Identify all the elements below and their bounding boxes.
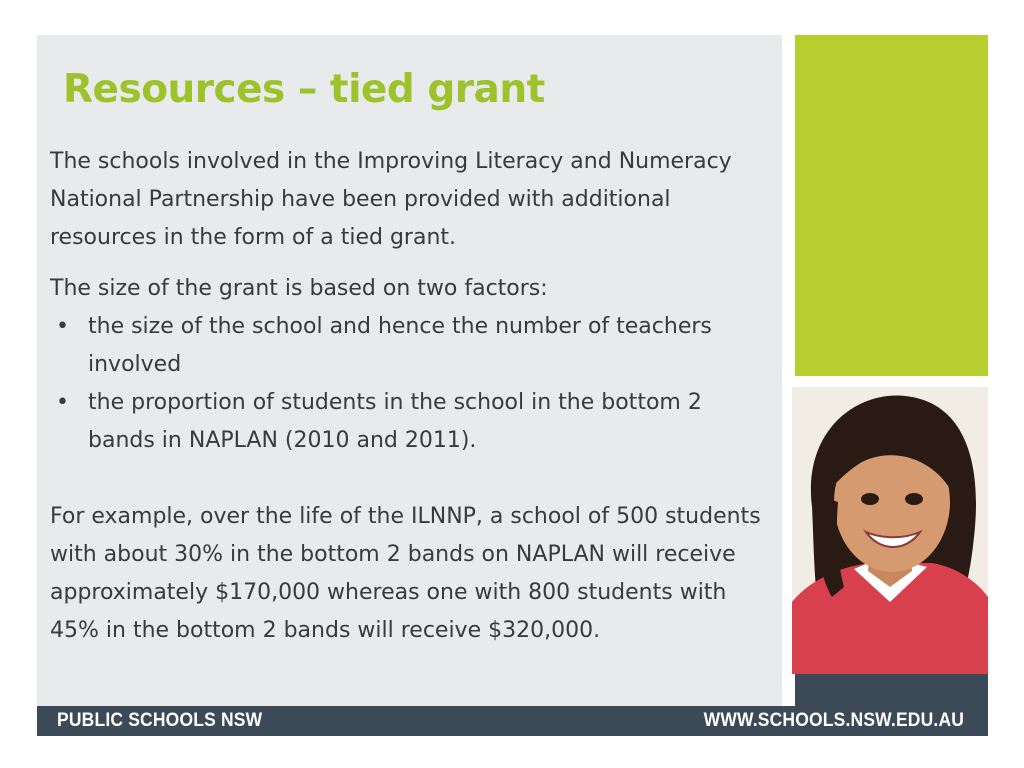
factors-list <box>50 308 772 460</box>
list-item <box>50 308 772 384</box>
bullet-icon: • <box>56 390 69 415</box>
slide-title: Resources – tied grant <box>63 67 545 112</box>
photo-bottom-bar <box>795 674 988 706</box>
list-item-text: the proportion of students in the school in the bottom 2 bands in NAPLAN (2010 and 2011). <box>88 390 702 453</box>
list-item <box>50 384 772 460</box>
footer-website-link[interactable]: WWW.SCHOOLS.NSW.EDU.AU <box>703 710 964 731</box>
accent-green-block <box>795 35 988 376</box>
footer-brand: PUBLIC SCHOOLS NSW <box>57 710 263 731</box>
list-item-text: the size of the school and hence the number of teachers involved <box>88 314 712 377</box>
intro-paragraph: The schools involved in the Improving Literacy and Numeracy National Partnership have been provided with additional resources in the form of a tied grant. <box>50 149 732 250</box>
slide-body <box>50 143 772 650</box>
footer-bar <box>37 706 988 736</box>
bullet-icon: • <box>56 314 69 339</box>
example-paragraph: For example, over the life of the ILNNP, a school of 500 students with about 30% in the bottom 2 bands on NAPLAN will receive approximately $170,000 whereas one with 800 students with 45% in the bottom 2 bands will receive $320,000. <box>50 504 761 643</box>
factors-intro: The size of the grant is based on two factors: <box>50 276 548 301</box>
student-photo <box>792 387 988 674</box>
